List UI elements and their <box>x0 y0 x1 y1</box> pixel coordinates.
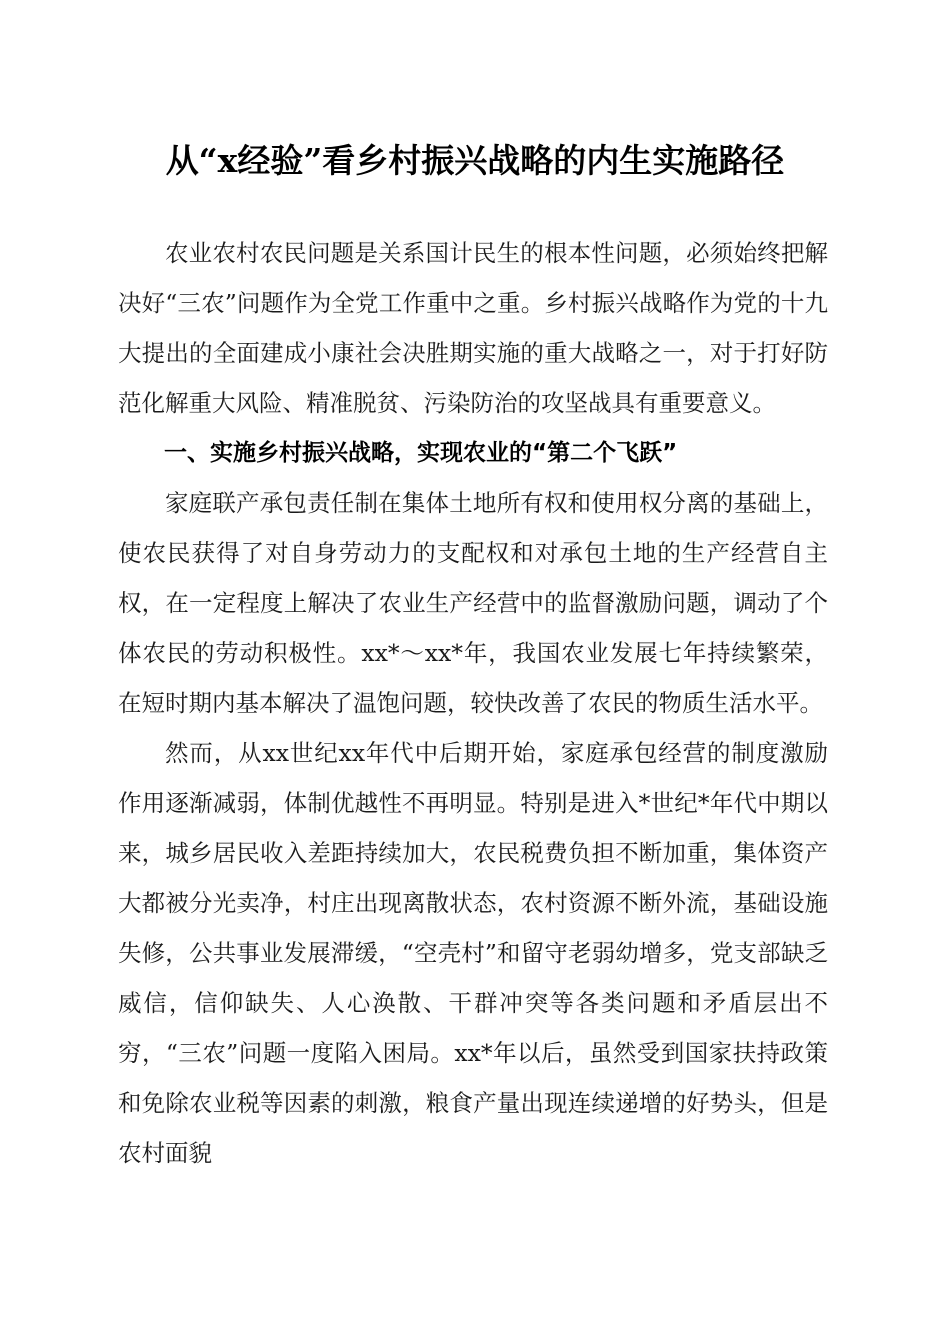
section-heading: 一、实施乡村振兴战略，实现农业的“第二个飞跃” <box>164 440 678 466</box>
document-body <box>118 228 828 1178</box>
intro-paragraph: 农业农村农民问题是关系国计民生的根本性问题，必须始终把解决好“三农”问题作为全党工作重中之重。乡村振兴战略作为党的十九大提出的全面建成小康社会决胜期实施的重大战略之一，对于打好防范化解重大风险、精准脱贫、污染防治的攻坚战具有重要意义。 <box>118 239 828 417</box>
section-paragraph: 家庭联产承包责任制在集体土地所有权和使用权分离的基础上，使农民获得了对自身劳动力的支配权和对承包土地的生产经营自主权，在一定程度上解决了农业生产经营中的监督激励问题，调动了个体农民的劳动积极性。xx*～xx*年，我国农业发展七年持续繁荣，在短时期内基本解决了温饱问题，较快改善了农民的物质生活水平。 <box>118 489 828 717</box>
document-title: 从“x经验”看乡村振兴战略的内生实施路径 <box>165 141 785 180</box>
section-paragraph: 然而，从xx世纪xx年代中后期开始，家庭承包经营的制度激励作用逐渐减弱，体制优越性不再明显。特别是进入*世纪*年代中期以来，城乡居民收入差距持续加大，农民税费负担不断加重，集体资产大都被分光卖净，村庄出现离散状态，农村资源不断外流，基础设施失修，公共事业发展滞缓，“空壳村”和留守老弱幼增多，党支部缺乏威信，信仰缺失、人心涣散、干群冲突等各类问题和矛盾层出不穷，“三农”问题一度陷入困局。xx*年以后，虽然受到国家扶持政策和免除农业税等因素的刺激，粮食产量出现连续递增的好势头，但是农村面貌 <box>118 739 828 1167</box>
